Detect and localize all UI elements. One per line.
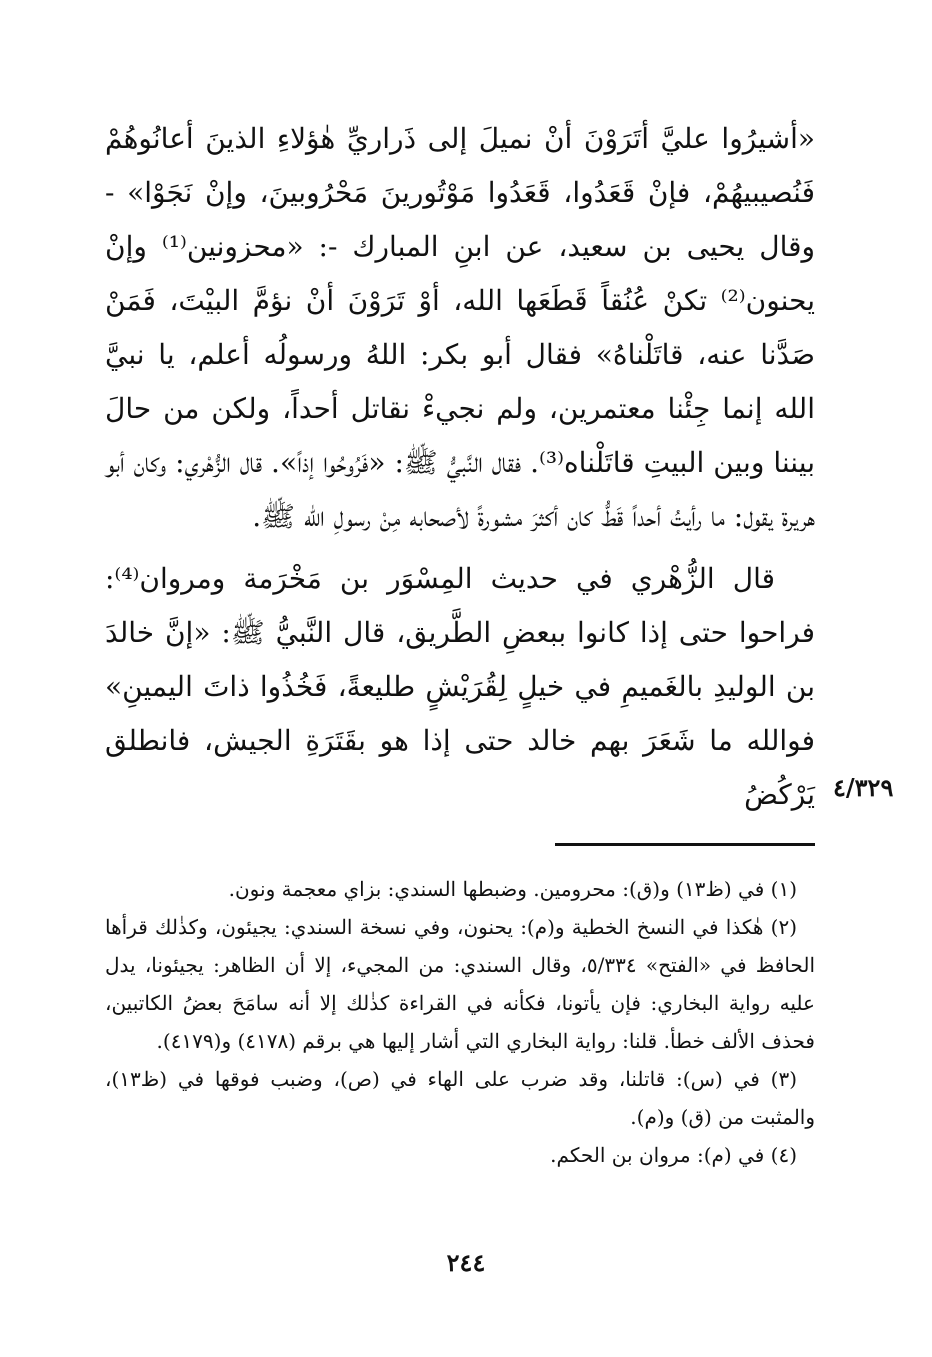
footnote-3: (٣) في (س): قاتلنا، وقد ضرب على الهاء في (ص)، وضبب فوقها في (ظ١٣)، والمثبت من (ق) و(م). (105, 1067, 815, 1129)
footnote-1: (١) في (ظ١٣) و(ق): محرومين. وضبطها السندي: بزاي معجمة ونون. (228, 877, 797, 901)
footnote-divider (555, 843, 815, 846)
footnote-2: (٢) هٰكذا في النسخ الخطية و(م): يحنون، وفي نسخة السندي: يجيئون، وكذٰلك قرأها الحافظ في «الفتح» ٥/٣٣٤، وقال السندي: من المجيء، إلا أن الظاهر: يجيئونا، يدل عليه رواية البخاري: فإن يأتونا، فكأنه في القراءة كذٰلك إلا أنه سامَحَ بعضُ الكاتبين، فحذف الألف خطأ. قلنا: رواية البخاري التي أشار إليها هي برقم (٤١٧٨) و(٤١٧٩). (105, 915, 815, 1053)
footnote-4: (٤) في (م): مروان بن الحكم. (550, 1143, 797, 1167)
footnotes (105, 870, 815, 1174)
main-text (105, 112, 815, 822)
margin-volume-page-reference: ٤/٣٢٩ (833, 773, 894, 802)
main-paragraph-1: «أشيرُوا عليَّ أتَرَوْنَ أنْ نميلَ إلى ذَراريِّ هٰؤلاءِ الذينَ أعانُوهُمْ فَنُصيبيهُمْ، فإنْ قَعَدُوا، قَعَدُوا مَوْتُورينَ مَحْرُوبينَ، وإنْ نَجَوْا» - وقال يحيى بن سعيد، عن ابنِ المبارك -: «محزونين⁽¹⁾ وإنْ يحنون⁽²⁾ تكنْ عُنُقاً قَطَعَها الله، أوْ تَرَوْنَ أنْ نؤمَّ البيْتَ، فَمَنْ صَدَّنا عنه، قاتَلْناهُ» فقال أبو بكر: اللهُ ورسولُه أعلم، يا نبيَّ الله إنما جِئْنا معتمرين، ولم نجيءْ نقاتل أحداً، ولكن من حالَ بيننا وبين البيتِ قاتَلْناه⁽³⁾. فقال النَّبيُّ ﷺ: «فَرُوحُوا إذاً». قال الزُّهْري: وكان أبو هريرة يقول: ما رأيتُ أحداً قَطُّ كان أكثرَ مشورةً لأصحابه مِنْ رسولِ الله ﷺ. (105, 122, 816, 533)
main-paragraph-2: قال الزُّهْري في حديث المِسْوَر بن مَخْرَمة ومروان⁽⁴⁾: فراحوا حتى إذا كانوا ببعضِ الطَّريق، قال النَّبيُّ ﷺ: «إنَّ خالدَ بن الوليدِ بالغَميمِ في خيلٍ لِقُرَيْشٍ طليعةً، فَخُذُوا ذاتَ اليمينِ» فوالله ما شَعَرَ بهم خالد حتى إذا هو بقَتَرَةِ الجيش، فانطلق يَرْكُضُ (105, 562, 815, 811)
page-number: ٢٤٤ (446, 1248, 486, 1277)
